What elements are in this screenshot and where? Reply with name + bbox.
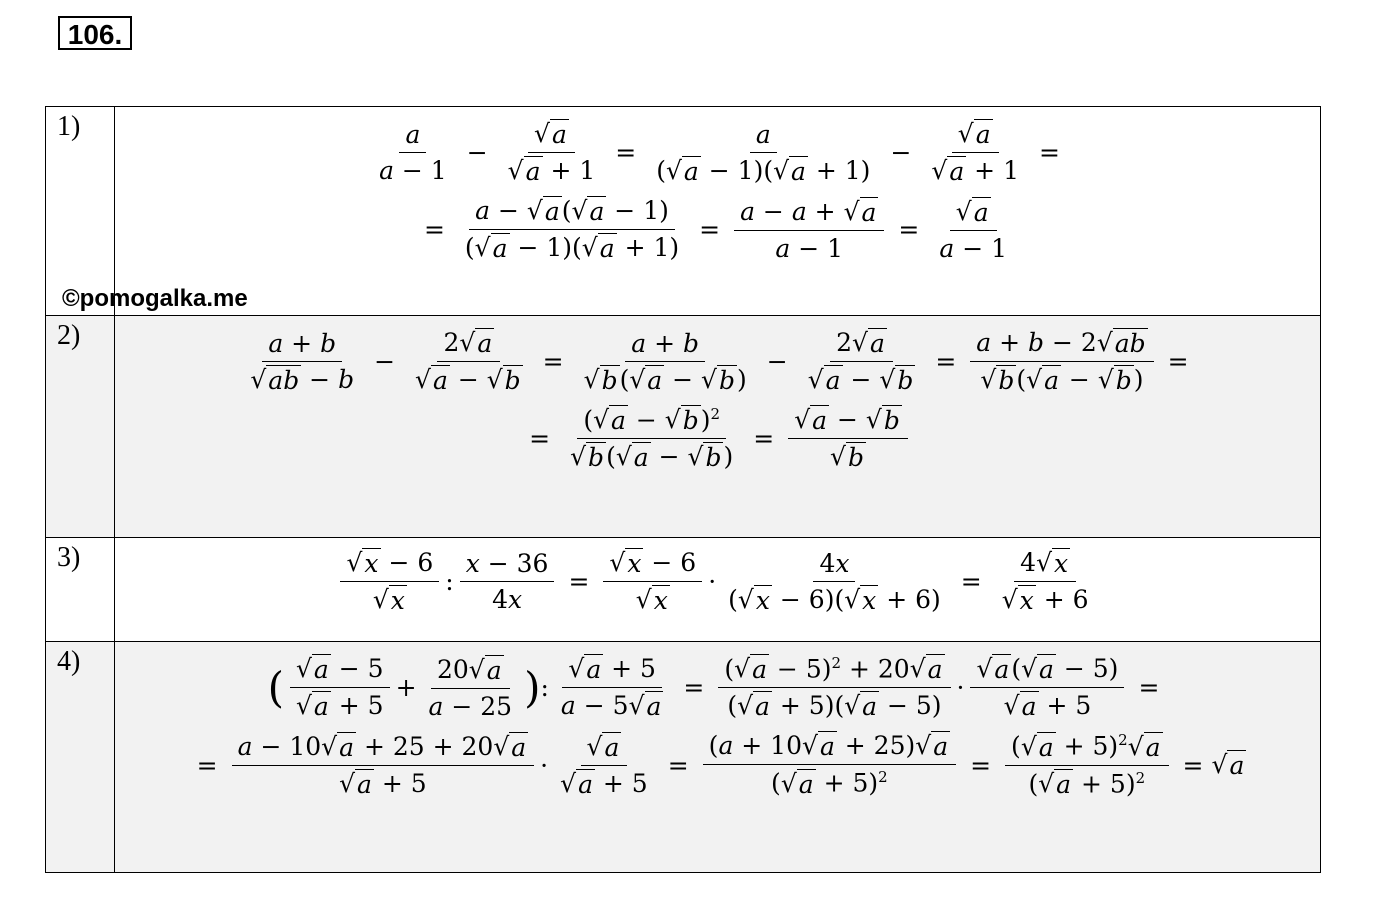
task-number: 106. xyxy=(58,16,132,50)
row-label: 4) xyxy=(46,642,115,873)
solution-cell xyxy=(115,316,1321,538)
solution-cell xyxy=(115,642,1321,873)
formula-4: ( √ a − 5 √ a + 5 + 20 √ a a − 25 ) : √ a + 5 a − 5 √ a = ( √ a − 5)$^2$ + 20 √ a ( √ a + 5)( √ a − 5) · √ a ( √ a − 5) √ a + 5 = = a − 10 √ a + 25 + 20 √ a √ a + 5 · √ a √ a + 5 = (a + 10 √ a + 25) √ a ( √ a + 5)$^2$ = ( √ a + 5)$^2$ √ a ( √ a + 5)$^2$ = √ a xyxy=(196,654,1245,799)
solution-cell xyxy=(115,107,1321,316)
table-row xyxy=(46,642,1321,873)
formula-2: a + b √ ab − b − 2 √ a √ a − √ b = a + b √ b ( √ a − √ b ) − 2 √ a √ a − √ b = a + b − 2 √ ab √ b ( √ a − √ b ) = = ( √ a − √ b )$^2$ √ b ( √ a − √ b ) = √ a − √ b √ b xyxy=(250,328,1189,473)
watermark: ©pomogalka.me xyxy=(62,285,248,312)
table-row xyxy=(46,538,1321,642)
solution-table xyxy=(45,106,1321,873)
row-label: 1) xyxy=(46,107,115,316)
formula-3: √ x − 6 √ x : $\frac{x - 36}{4x}$ = √ x − 6 √ x · 4x ( √ x − 6)( √ x + 6) = 4 √ x √ x + 6 xyxy=(115,546,1320,617)
formula-1: a a − 1 − √ a √ a + 1 = a ( √ a − 1)( √ a + 1) − √ a √ a + 1 = = a − √ a ( √ a − 1) ( √ a − 1)( √ a + 1) = a − a + √ a a − 1 = √ a a − 1 xyxy=(379,119,1060,263)
table-row xyxy=(46,316,1321,538)
row-label: 3) xyxy=(46,538,115,642)
solution-cell xyxy=(115,538,1321,642)
row-label: 2) xyxy=(46,316,115,538)
